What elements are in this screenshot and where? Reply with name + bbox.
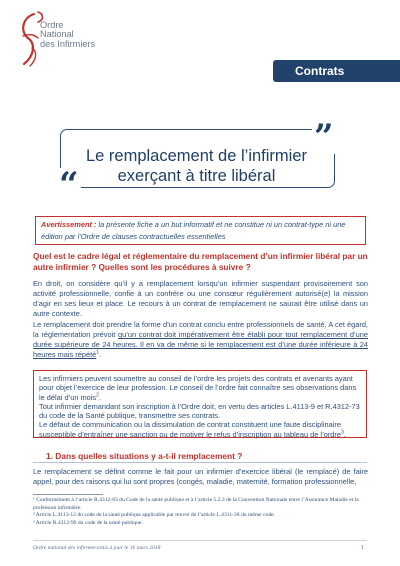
info-text-end: .: [343, 429, 346, 439]
info-line-sanction: [39, 420, 361, 439]
paragraph-definition: En droit, on considère qu’il y a remplacement lorsqu’un infirmier suspendant provisoirement son activité professionnelle, confie à un confrère ou une consœur régulièrement autorisé(e) la mission d’agir en ses lieux et place. Le recours à un contrat de remplacement ne saurait être utilisé dans un autre contexte.: [33, 279, 368, 319]
footnote-ref-2: 2: [96, 392, 99, 399]
paragraph-contract: [33, 320, 368, 360]
org-name-line: National: [40, 29, 74, 40]
org-name: [40, 21, 95, 49]
warning-label: Avertissement :: [41, 220, 97, 229]
info-line-submission: [39, 374, 361, 402]
footnote: ¹ Conformément à l’article R.4312-83 du Code de la santé publique et à l’article 5.2.3 de la Convention Nationale entre l’Assurance Maladie et la profession infirmière.: [33, 497, 359, 511]
document-title: [64, 146, 329, 186]
title-line-2: exerçant à titre libéral: [117, 167, 276, 185]
section-divider: [33, 462, 367, 463]
info-text-end: .: [98, 392, 101, 402]
footnote-ref-3: 3: [340, 429, 344, 436]
main-question: Quel est le cadre légal et réglementaire du remplacement d’un infirmier libéral par un autre infirmier ? Quelles sont les procédures à suivre ?: [33, 251, 368, 272]
category-tab: Contrats: [273, 60, 400, 82]
paragraph-contract-text: Le remplacement doit prendre la forme d’un contrat conclu entre professionnels de santé. A cet égard, la réglementation prévoit: [33, 320, 368, 340]
footnote: ³ Article R.4312-90 du code de la santé publique.: [33, 520, 143, 527]
close-quote-icon: ”: [314, 117, 334, 157]
info-text: Le défaut de communication ou la dissimulation de contrat constituent une faute disciplinaire susceptible d’entraîner une sanction ou de motiver le refus d’inscription au tableau de l’ordre: [39, 420, 341, 439]
title-line-1: Le remplacement de l’infirmier: [85, 147, 307, 165]
footnote-divider: [33, 494, 103, 495]
org-name-line: des Infirmiers: [40, 38, 96, 49]
page-number: 1: [361, 545, 364, 551]
footnote: ² Article L.4113-12 du code de la santé publique applicable par renvoi de l’article L.4311-28 du même code.: [33, 512, 276, 519]
footer-text: Ordre national des infirmiers/mis à jour le 16 mars 2018: [33, 545, 161, 551]
info-box: [33, 370, 367, 438]
paragraph-contract-underlined: qu’un contrat doit impérativement être établi pour tout remplacement d’une durée supérieure de 24 heures. Il en va de même si le remplacement est d’une durée inférieure à 24 heures mais répété: [33, 330, 368, 360]
footer-divider: [33, 540, 367, 541]
section-heading: 1. Dans quelles situations y a-t-il remplacement ?: [46, 451, 243, 461]
info-line-registration: Tout infirmier demandant son inscription à l’Ordre doit, en vertu des articles L.4113-9 et R.4312-73 du code de la Santé publique, transmettre ses contrats.: [39, 401, 360, 421]
warning-text: la présente fiche a un but informatif et ne constitue ni un contrat-type ni une édition par l’Ordre de clauses contractuelles essentielles: [41, 220, 346, 241]
open-quote-icon: “: [59, 165, 79, 205]
footnotes: [33, 497, 368, 528]
footnote-ref-1: 1: [96, 349, 100, 356]
org-name-line: Ordre: [40, 20, 64, 30]
paragraph-contract-end: .: [99, 350, 102, 360]
paragraph-section1: Le remplacement se définit comme le fait pour un infirmier d’exercice libéral (le remplacé) de faire appel, pour des raisons qui lui sont propres (congés, maladie, maternité, formation professionnelle,: [33, 467, 368, 487]
info-text: Les infirmiers peuvent soumettre au conseil de l’ordre les projets des contrats et avenants ayant pour objet l’exercice de leur profession. Le conseil de l’ordre fait connaître ses observations dans le délai d’un mois: [39, 374, 357, 402]
warning-box: [35, 216, 366, 245]
